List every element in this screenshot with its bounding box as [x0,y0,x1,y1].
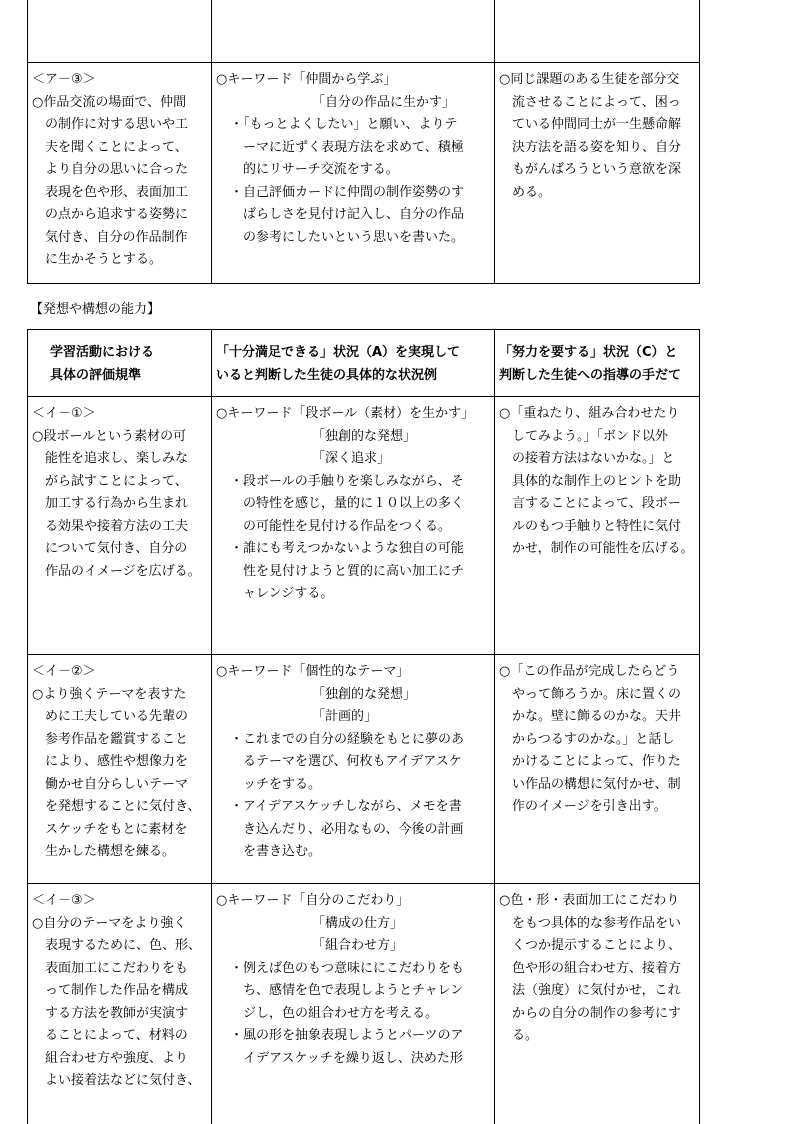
cell-line: スケッチをもとに素材を [32,819,208,842]
cell-line: 的にリサーチ交流をする。 [216,159,491,182]
cell-line: の点から追求する姿勢に [32,204,208,227]
header-satisfactory [212,330,495,397]
cell-line: ーマに近ずく表現方法を求めて、積極 [216,137,491,160]
criteria-cell [28,655,212,884]
cell-line: 作品のイメージを広げる。 [32,561,208,584]
header-line: いると判断した生徒の具体的な状況例 [216,365,491,388]
cell-line: ○同じ課題のある生徒を部分交 [499,69,696,92]
cell-line: について気付き、自分の [32,538,208,561]
table-row-top-spacer [28,0,700,63]
table-row [28,63,700,284]
cell-line: ている仲間同士が一生懸命解 [499,114,696,137]
cell-line: の可能性を見付ける作品をつくる。 [216,516,491,539]
cell-line: るテーマを選び、何枚もアイデアスケ [216,751,491,774]
cell-line: 生かした構想を練る。 [32,841,208,864]
cell-line: ・段ボールの手触りを楽しみながら、そ [216,471,491,494]
cell-line: 流させることによって、困っ [499,92,696,115]
guidance-cell [495,397,700,655]
criteria-cell [28,884,212,1124]
cell-line: ることによって、材料の [32,1025,208,1048]
cell-line: に生かそうとする。 [32,249,208,272]
table-row [28,397,700,655]
example-cell [212,884,495,1124]
cell-line: ・自己評価カードに仲間の制作姿勢のす [216,182,491,205]
table-header-row [28,330,700,397]
header-line: 具体の評価規準 [50,365,208,388]
cell-line: ばらしさを見付け記入し、自分の作品 [216,204,491,227]
cell-line: き込んだり、必用なもの、今後の計画 [216,819,491,842]
cell-line: ＜イ－③＞ [32,890,208,913]
cell-line: 具体的な制作上のヒントを助 [499,471,696,494]
cell-line: 表現するために、色、形、 [32,935,208,958]
cell-line: 表現を色や形、表面加工 [32,182,208,205]
cell-line: 決方法を語る姿を知り、自分 [499,137,696,160]
cell-line: ○キーワード「仲間から学ぶ」 [216,69,491,92]
cell-line: ○自分のテーマをより強く [32,913,208,936]
cell-line: 能性を追求し、楽しみな [32,448,208,471]
cell-line: ○段ボールという素材の可 [32,426,208,449]
cell-line: からの自分の制作の参考にす [499,1003,696,1026]
cell-line: 「計画的」 [216,706,491,729]
cell-line: してみよう。」「ボンド以外 [499,426,696,449]
cell-line: する方法を教師が実演す [32,1003,208,1026]
cell-line: を書き込む。 [216,841,491,864]
cell-line: かせ，制作の可能性を広げる。 [499,538,696,561]
criteria-cell [28,397,212,655]
cell-line: ○キーワード「段ボール（素材）を生かす」 [216,403,491,426]
cell-line: イデアスケッチを繰り返し、決めた形 [216,1048,491,1071]
cell-line: ○色・形・表面加工にこだわり [499,890,696,913]
cell-line: 「構成の仕方」 [216,913,491,936]
cell-line: よい接着法などに気付き、 [32,1070,208,1093]
cell-line: 気付き、自分の作品制作 [32,227,208,250]
cell-line: ・これまでの自分の経験をもとに夢のあ [216,729,491,752]
cell-line: ・「もっとよくしたい」と願い、よりテ [216,114,491,137]
cell-line: の特性を感じ，量的に１０以上の多く [216,493,491,516]
cell-line: くつか提示することにより、 [499,935,696,958]
table-row [28,655,700,884]
cell-line: 組合わせ方や強度、より [32,1048,208,1071]
cell-line: ○「この作品が完成したらどう [499,661,696,684]
cell-line: からつるすのかな。」と話し [499,729,696,752]
example-cell [212,63,495,284]
cell-line: 表面加工にこだわりをも [32,958,208,981]
cell-line: ルのもつ手触りと特性に気付 [499,516,696,539]
header-line: 判断した生徒への指導の手だて [499,365,696,388]
cell-line: がら試すことによって、 [32,471,208,494]
header-needs-effort [495,330,700,397]
cell-line: って制作した作品を構成 [32,980,208,1003]
cell-line: ＜ア－③＞ [32,69,208,92]
cell-line: 「独創的な発想」 [216,684,491,707]
cell-line: ャレンジする。 [216,583,491,606]
cell-line: かけることによって、作りた [499,751,696,774]
guidance-cell [495,655,700,884]
cell-line: る効果や接着方法の工夫 [32,516,208,539]
cell-line: 色や形の組合わせ方、接着方 [499,958,696,981]
cell-line: ・アイデアスケッチしながら、メモを書 [216,796,491,819]
cell-line: 「組合わせ方」 [216,935,491,958]
cell-line: やって飾ろうか。床に置くの [499,684,696,707]
cell-line: より自分の思いに合った [32,159,208,182]
criteria-table-continued [27,0,700,284]
header-criteria [28,330,212,397]
cell-line: 「深く追求」 [216,448,491,471]
cell-line: ○より強くテーマを表すた [32,684,208,707]
cell-line: ○「重ねたり、組み合わせたり [499,403,696,426]
cell-line: 言することによって、段ボー [499,493,696,516]
cell-line: の参考にしたいという思いを書いた。 [216,227,491,250]
cell-line: めに工夫している先輩の [32,706,208,729]
cell-line: を発想することに気付き、 [32,796,208,819]
cell-line: の制作に対する思いや工 [32,114,208,137]
cell-line: かな。壁に飾るのかな。天井 [499,706,696,729]
cell-line: ・風の形を抽象表現しようとパーツのア [216,1025,491,1048]
criteria-cell [28,63,212,284]
cell-line: により、感性や想像力を [32,751,208,774]
cell-line: ち、感情を色で表現しようとチャレン [216,980,491,1003]
section-title: 【発想や構想の能力】 [30,298,160,317]
cell-line: い作品の構想に気付かせ、制 [499,774,696,797]
header-line: 「十分満足できる」状況（A）を実現して [216,342,491,365]
cell-line: ○キーワード「個性的なテーマ」 [216,661,491,684]
header-line: 学習活動における [50,342,208,365]
cell-line: 「独創的な発想」 [216,426,491,449]
header-line: 「努力を要する」状況（C）と [499,342,696,365]
guidance-cell [495,63,700,284]
cell-line: ○キーワード「自分のこだわり」 [216,890,491,913]
cell-line: ジし，色の組合わせ方を考える。 [216,1003,491,1026]
cell-line: 夫を聞くことによって、 [32,137,208,160]
cell-line: 法（強度）に気付かせ，これ [499,980,696,1003]
cell-line: ○作品交流の場面で、仲間 [32,92,208,115]
cell-line: もがんばろうという意欲を深 [499,159,696,182]
cell-line: をもつ具体的な参考作品をい [499,913,696,936]
creativity-criteria-table [27,329,700,1124]
cell-line: ・例えば色のもつ意味ににこだわりをも [216,958,491,981]
example-cell [212,397,495,655]
cell-line: 参考作品を鑑賞すること [32,729,208,752]
cell-line: る。 [499,1025,696,1048]
cell-line: める。 [499,182,696,205]
cell-line: ・誰にも考えつかないような独自の可能 [216,538,491,561]
cell-line: ＜イ－②＞ [32,661,208,684]
guidance-cell [495,884,700,1124]
cell-line: の接着方法はないかな。」と [499,448,696,471]
cell-line: 作のイメージを引き出す。 [499,796,696,819]
cell-line: ッチをする。 [216,774,491,797]
cell-line: 「自分の作品に生かす」 [216,92,491,115]
example-cell [212,655,495,884]
cell-line: 加工する行為から生まれ [32,493,208,516]
table-row [28,884,700,1124]
cell-line: ＜イ－①＞ [32,403,208,426]
cell-line: 働かせ自分らしいテーマ [32,774,208,797]
cell-line: 性を見付けようと質的に高い加工にチ [216,561,491,584]
